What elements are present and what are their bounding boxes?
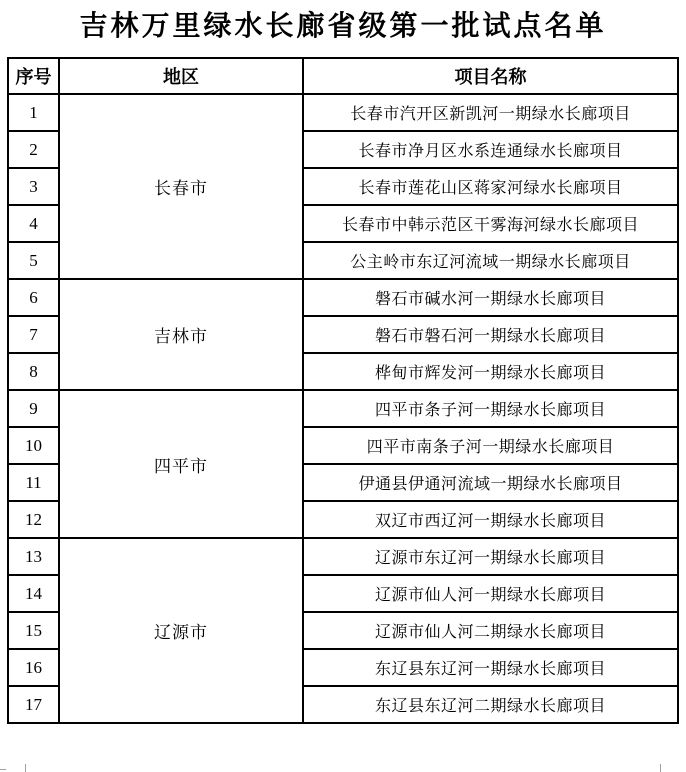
- page-title: 吉林万里绿水长廊省级第一批试点名单: [79, 9, 607, 42]
- page-mark-tick-right: [660, 764, 661, 772]
- project-name-cell: 辽源市东辽河一期绿水长廊项目: [303, 538, 678, 575]
- project-name-cell: 双辽市西辽河一期绿水长廊项目: [303, 501, 678, 538]
- col-header-project-name: 项目名称: [303, 58, 678, 94]
- region-cell: 吉林市: [59, 279, 303, 390]
- serial-number-cell: 17: [8, 686, 59, 723]
- project-name-cell: 四平市南条子河一期绿水长廊项目: [303, 427, 678, 464]
- project-name-cell: 长春市汽开区新凯河一期绿水长廊项目: [303, 94, 678, 131]
- project-name-cell: 长春市莲花山区蒋家河绿水长廊项目: [303, 168, 678, 205]
- region-cell: 辽源市: [59, 538, 303, 723]
- page-mark-dash-left: [0, 769, 6, 770]
- serial-number-cell: 6: [8, 279, 59, 316]
- serial-number-cell: 11: [8, 464, 59, 501]
- table-row: [8, 390, 678, 427]
- project-name-cell: 四平市条子河一期绿水长廊项目: [303, 390, 678, 427]
- serial-number-cell: 9: [8, 390, 59, 427]
- region-cell: 四平市: [59, 390, 303, 538]
- project-name-cell: 伊通县伊通河流域一期绿水长廊项目: [303, 464, 678, 501]
- project-name-cell: 辽源市仙人河一期绿水长廊项目: [303, 575, 678, 612]
- table-header-row: [8, 58, 678, 94]
- serial-number-cell: 4: [8, 205, 59, 242]
- serial-number-cell: 16: [8, 649, 59, 686]
- table-row: [8, 94, 678, 131]
- col-header-serial-number: 序号: [8, 58, 59, 94]
- table-row: [8, 538, 678, 575]
- serial-number-cell: 1: [8, 94, 59, 131]
- project-name-cell: 公主岭市东辽河流域一期绿水长廊项目: [303, 242, 678, 279]
- project-name-cell: 东辽县东辽河二期绿水长廊项目: [303, 686, 678, 723]
- region-cell: 长春市: [59, 94, 303, 279]
- serial-number-cell: 2: [8, 131, 59, 168]
- project-name-cell: 磐石市碱水河一期绿水长廊项目: [303, 279, 678, 316]
- serial-number-cell: 3: [8, 168, 59, 205]
- project-name-cell: 东辽县东辽河一期绿水长廊项目: [303, 649, 678, 686]
- pilot-list-table: [7, 57, 679, 724]
- serial-number-cell: 8: [8, 353, 59, 390]
- serial-number-cell: 14: [8, 575, 59, 612]
- page-mark-tick-left: [25, 764, 26, 772]
- serial-number-cell: 10: [8, 427, 59, 464]
- project-name-cell: 辽源市仙人河二期绿水长廊项目: [303, 612, 678, 649]
- project-name-cell: 长春市净月区水系连通绿水长廊项目: [303, 131, 678, 168]
- serial-number-cell: 15: [8, 612, 59, 649]
- table-row: [8, 279, 678, 316]
- project-name-cell: 长春市中韩示范区干雾海河绿水长廊项目: [303, 205, 678, 242]
- serial-number-cell: 13: [8, 538, 59, 575]
- serial-number-cell: 12: [8, 501, 59, 538]
- serial-number-cell: 7: [8, 316, 59, 353]
- serial-number-cell: 5: [8, 242, 59, 279]
- project-name-cell: 磐石市磐石河一期绿水长廊项目: [303, 316, 678, 353]
- col-header-region: 地区: [59, 58, 303, 94]
- project-name-cell: 桦甸市辉发河一期绿水长廊项目: [303, 353, 678, 390]
- table-body: [8, 94, 678, 723]
